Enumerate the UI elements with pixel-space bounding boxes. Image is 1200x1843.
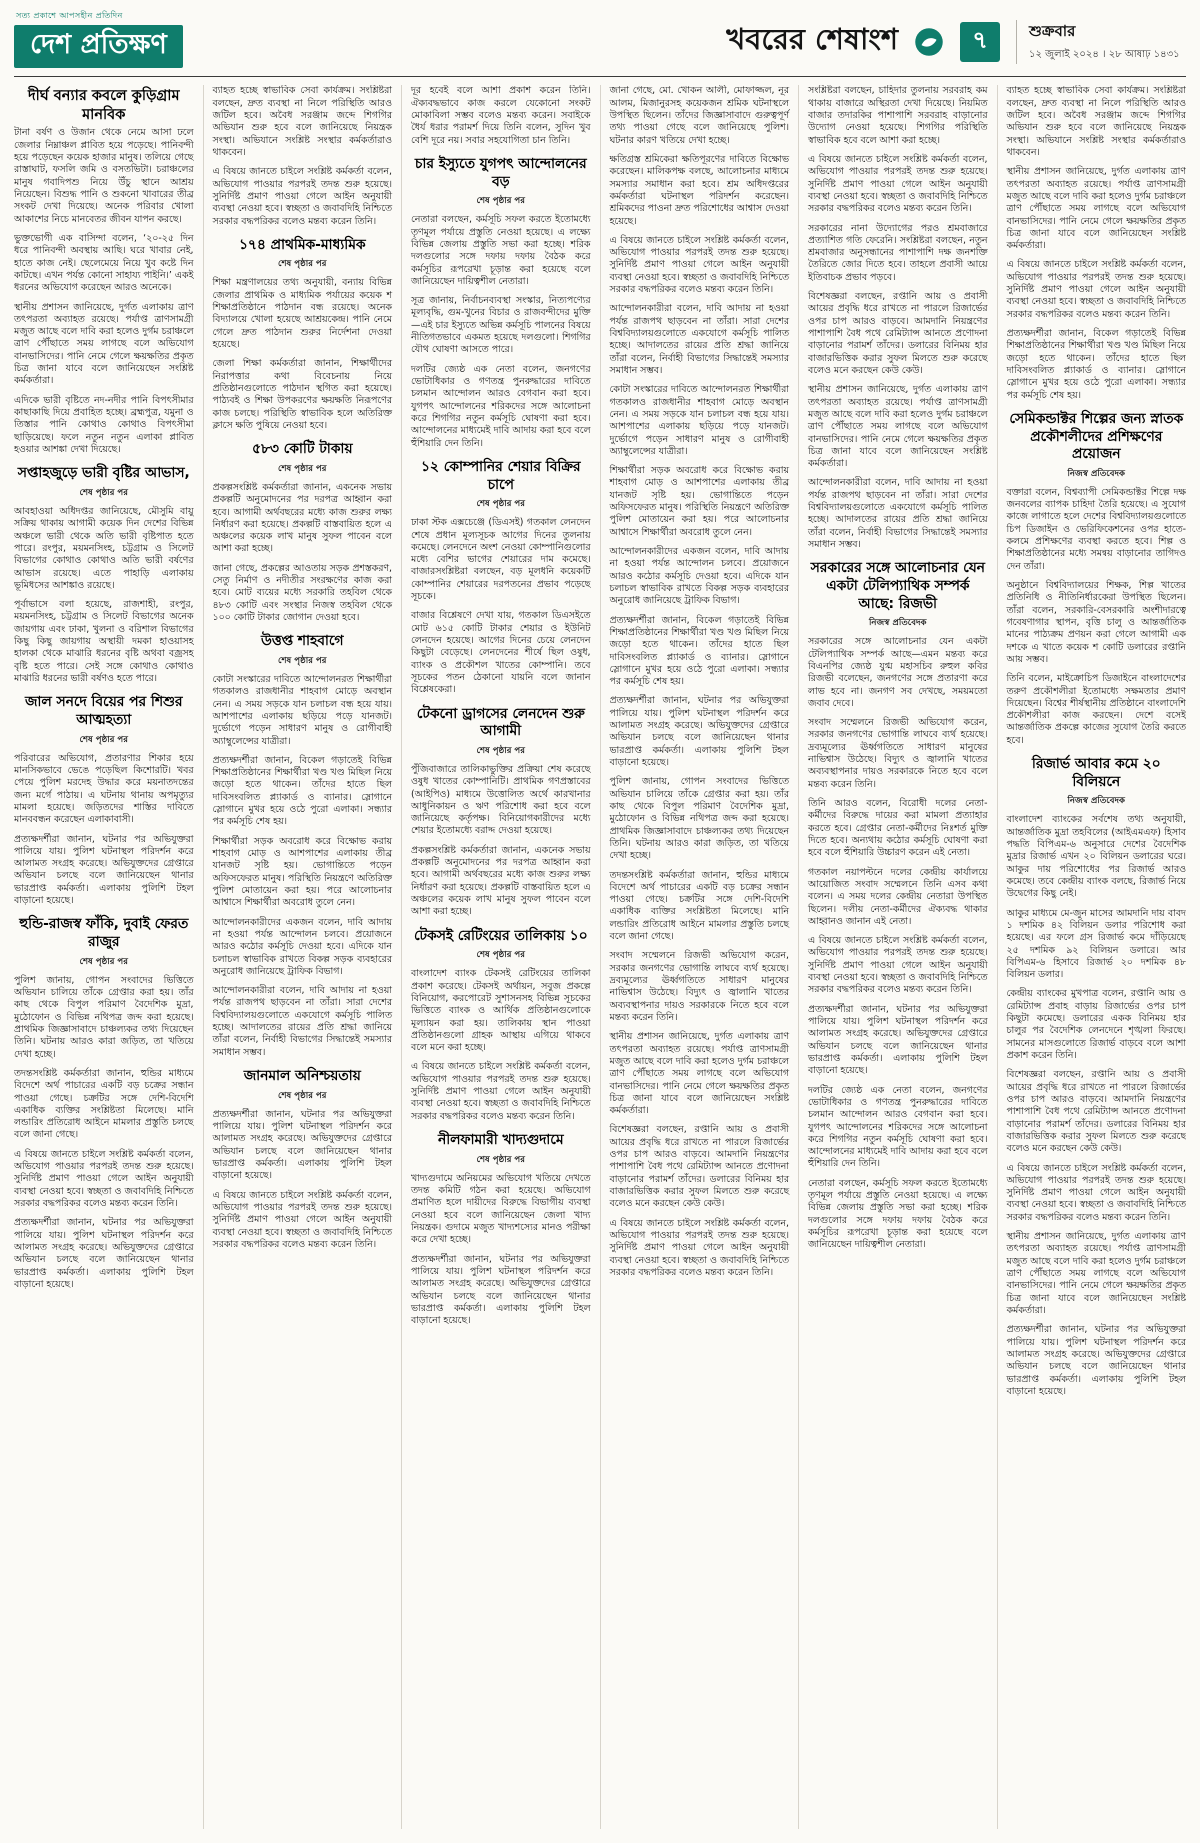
story-paragraph: এ বিষয়ে জানতে চাইলে সংশ্লিষ্ট কর্মকর্তা বলেন, অভিযোগ পাওয়ার পরপরই তদন্ত শুরু হয়েছে। সুনির্দিষ্ট প্রমাণ পাওয়া গেলে আইন অনুযায়ী ব্যবস্থা নেওয়া হবে। স্বচ্ছতা ও জবাবদিহি নিশ্চিতে সরকার বদ্ধপরিকর বলেও মন্তব্য করেন তিনি।: [808, 935, 988, 996]
story-paragraph: টানা বর্ষণ ও উজান থেকে নেমে আসা ঢলে জেলার নিম্নাঞ্চল প্লাবিত হয়ে পড়েছে। পানিবন্দী হয়ে পড়েছেন কয়েক হাজার মানুষ। তলিয়ে গেছে রাস্তাঘাট, ফসলি জমি ও বসতভিটা। চরাঞ্চলের মানুষ গবাদিপশু নিয়ে উঁচু স্থানে আশ্রয় নিয়েছেন। বিশুদ্ধ পানি ও শুকনো খাবারের তীব্র সংকট দেখা দিয়েছে। অনেক পরিবার খোলা আকাশের নিচে মানবেতর জীবন যাপন করছে।: [14, 127, 194, 225]
story-paragraph: প্রত্যক্ষদর্শীরা জানান, বিকেল গড়াতেই বিভিন্ন শিক্ষাপ্রতিষ্ঠানের শিক্ষার্থীরা খণ্ড খণ্ড মিছিল নিয়ে জড়ো হতে থাকেন। তাঁদের হাতে ছিল দাবিসংবলিত প্ল্যাকার্ড ও ব্যানার। স্লোগানে স্লোগানে মুখর হয়ে ওঠে পুরো এলাকা। সন্ধ্যার পর কর্মসূচি শেষ হয়।: [609, 614, 789, 688]
page-number: ৭: [960, 22, 1000, 62]
story-kicker: শেষ পৃষ্ঠার পর: [277, 259, 327, 270]
story-kicker: শেষ পৃষ্ঠার পর: [476, 499, 525, 510]
story-paragraph: বিশেষজ্ঞরা বলছেন, রপ্তানি আয় ও প্রবাসী আয়ের প্রবৃদ্ধি ধরে রাখতে না পারলে রিজার্ভের ওপর চাপ আরও বাড়বে। আমদানি নিয়ন্ত্রণের পাশাপাশি বৈধ পথে রেমিট্যান্স আনতে প্রণোদনা বাড়ানোর পরামর্শ তাঁদের। ডলারের বিনিময় হার বাজারভিত্তিক করার সুফল মিলতে শুরু করেছে বলেও মনে করছেন কেউ কেউ।: [1006, 1069, 1186, 1155]
date-block: [1016, 20, 1186, 64]
news-column-4: [600, 85, 799, 1829]
story-paragraph: প্রত্যক্ষদর্শীরা জানান, ঘটনার পর অভিযুক্তরা পালিয়ে যায়। পুলিশ ঘটনাস্থল পরিদর্শন করে আলামত সংগ্রহ করেছে। অভিযুক্তদের গ্রেপ্তারে অভিযান চলছে বলে জানিয়েছেন থানার ভারপ্রাপ্ত কর্মকর্তা। এলাকায় পুলিশি টহল বাড়ানো হয়েছে।: [212, 1108, 392, 1182]
story-kicker: শেষ পৃষ্ঠার পর: [476, 196, 525, 207]
story-paragraph: জানা গেছে, প্রকল্পের আওতায় সড়ক প্রশস্তকরণ, সেতু নির্মাণ ও নদীতীর সংরক্ষণের কাজ করা হবে। মোট ব্যয়ের মধ্যে সরকারি তহবিল থেকে ৪৮৩ কোটি এবং সংস্থার নিজস্ব তহবিল থেকে ১০০ কোটি টাকার জোগান দেওয়া হবে।: [212, 562, 392, 624]
story-paragraph: স্থানীয় প্রশাসন জানিয়েছে, দুর্গত এলাকায় ত্রাণ তৎপরতা অব্যাহত রয়েছে। পর্যাপ্ত ত্রাণসামগ্রী মজুত আছে বলে দাবি করা হলেও দুর্গম চরাঞ্চলে ত্রাণ পৌঁছাতে সময় লাগছে বলে অভিযোগ বানভাসিদের। পানি নেমে গেলে ক্ষয়ক্ষতির প্রকৃত চিত্র জানা যাবে বলে জানিয়েছেন সংশ্লিষ্ট কর্মকর্তারা।: [609, 1031, 789, 1117]
story-paragraph: কেন্দ্রীয় ব্যাংকের মুখপাত্র বলেন, রপ্তানি আয় ও রেমিট্যান্স প্রবাহ বাড়ায় রিজার্ভের ওপর চাপ কিছুটা কমেছে। ডলারের একক বিনিময় হার চালুর পর বৈদেশিক লেনদেনে শৃঙ্খলা ফিরছে। সামনের মাসগুলোতে রিজার্ভ বাড়বে বলে আশা প্রকাশ করেন তিনি।: [1006, 988, 1186, 1062]
story-headline: হুন্ডি-রাজস্ব ফাঁকি, দুবাই ফেরত রাজুর: [19, 916, 189, 951]
story-paragraph: এ বিষয়ে জানতে চাইলে সংশ্লিষ্ট কর্মকর্তা বলেন, অভিযোগ পাওয়ার পরপরই তদন্ত শুরু হয়েছে। সুনির্দিষ্ট প্রমাণ পাওয়া গেলে আইন অনুযায়ী ব্যবস্থা নেওয়া হবে। স্বচ্ছতা ও জবাবদিহি নিশ্চিতে সরকার বদ্ধপরিকর বলেও মন্তব্য করেন তিনি।: [1006, 1162, 1186, 1223]
story-headline: জানমাল অনিশ্চয়তায়: [243, 1068, 361, 1085]
page-header: [14, 10, 1186, 77]
story-paragraph: বাংলাদেশ ব্যাংকের সর্বশেষ তথ্য অনুযায়ী, আন্তর্জাতিক মুদ্রা তহবিলের (আইএমএফ) হিসাব পদ্ধতি বিপিএম-৬ অনুসারে দেশের বৈদেশিক মুদ্রার রিজার্ভ এখন ২০ বিলিয়ন ডলারের ঘরে। আকুর দায় পরিশোধের পর রিজার্ভ আরও কমেছে। তবে কেন্দ্রীয় ব্যাংক বলছে, রিজার্ভ নিয়ে উদ্বেগের কিছু নেই।: [1006, 814, 1186, 900]
story-paragraph: সংবাদ সম্মেলনে রিজভী অভিযোগ করেন, সরকার জনগণের ভোগান্তি লাঘবে ব্যর্থ হয়েছে। দ্রব্যমূল্যের ঊর্ধ্বগতিতে সাধারণ মানুষের নাভিশ্বাস উঠেছে। বিদ্যুৎ ও জ্বালানি খাতের অব্যবস্থাপনার দায়ও সরকারকে নিতে হবে বলে মন্তব্য করেন তিনি।: [808, 717, 988, 790]
story-paragraph: এদিকে ভারী বৃষ্টিতে নদ-নদীর পানি বিপৎসীমার কাছাকাছি দিয়ে প্রবাহিত হচ্ছে। ব্রহ্মপুত্র, যমুনা ও তিস্তার পানি কোথাও কোথাও বিপৎসীমা ছাড়িয়েছে। ফলে নতুন নতুন এলাকা প্লাবিত হওয়ার আশঙ্কা দেখা দিয়েছে।: [14, 394, 194, 455]
story-paragraph: জানা গেছে, মো. খোকন আলী, মোফাজ্জল, নূর আলম, মিজানুরসহ কয়েকজন শ্রমিক ঘটনাস্থলে উপস্থিত ছিলেন। তাঁদের জিজ্ঞাসাবাদে গুরুত্বপূর্ণ তথ্য পাওয়া গেছে বলে জানিয়েছে পুলিশ। ঘটনার কারণ খতিয়ে দেখা হচ্ছে।: [609, 85, 789, 146]
story-paragraph: আন্দোলনকারীরা বলেন, দাবি আদায় না হওয়া পর্যন্ত রাজপথ ছাড়বেন না তাঁরা। সারা দেশের বিশ্ববিদ্যালয়গুলোতে একযোগে কর্মসূচি পালিত হচ্ছে। আদালতের রায়ের প্রতি শ্রদ্ধা জানিয়ে তাঁরা বলেন, নির্বাহী বিভাগের সিদ্ধান্তেই সমস্যার সমাধান সম্ভব।: [609, 303, 789, 376]
story-paragraph: স্থানীয় প্রশাসন জানিয়েছে, দুর্গত এলাকায় ত্রাণ তৎপরতা অব্যাহত রয়েছে। পর্যাপ্ত ত্রাণসামগ্রী মজুত আছে বলে দাবি করা হলেও দুর্গম চরাঞ্চলে ত্রাণ পৌঁছাতে সময় লাগছে বলে অভিযোগ বানভাসিদের। পানি নেমে গেলে ক্ষয়ক্ষতির প্রকৃত চিত্র জানা যাবে বলে জানিয়েছেন সংশ্লিষ্ট কর্মকর্তারা।: [1006, 1231, 1186, 1316]
story-paragraph: ব্যাহত হচ্ছে স্বাভাবিক সেবা কার্যক্রম। সংশ্লিষ্টরা বলছেন, দ্রুত ব্যবস্থা না নিলে পরিস্থিতি আরও জটিল হবে। অবৈধ সরঞ্জাম জব্দে শিগগির অভিযান শুরু হবে বলে জানিয়েছে নিয়ন্ত্রক সংস্থা। অভিযানে সংশ্লিষ্ট সংস্থার কর্মকর্তারাও থাকবেন।: [212, 85, 392, 158]
news-column-6: [997, 85, 1187, 1829]
story-paragraph: প্রত্যক্ষদর্শীরা জানান, ঘটনার পর অভিযুক্তরা পালিয়ে যায়। পুলিশ ঘটনাস্থল পরিদর্শন করে আলামত সংগ্রহ করেছে। অভিযুক্তদের গ্রেপ্তারে অভিযান চলছে বলে জানিয়েছেন থানার ভারপ্রাপ্ত কর্মকর্তা। এলাকায় পুলিশি টহল বাড়ানো হয়েছে।: [609, 695, 789, 769]
story-headline: জাল সনদে বিয়ের পর শিশুর আত্মহত্যা: [25, 694, 183, 728]
news-column-5: [798, 85, 997, 1829]
story-paragraph: প্রকল্পসংশ্লিষ্ট কর্মকর্তারা জানান, একনেক সভায় প্রকল্পটি অনুমোদনের পর দরপত্র আহ্বান করা হবে। আগামী অর্থবছরের মধ্যে কাজ শুরুর লক্ষ্য নির্ধারণ করা হয়েছে। প্রকল্পটি বাস্তবায়িত হলে এ অঞ্চলের কয়েক লাখ মানুষ সুফল পাবেন বলে আশা করা হচ্ছে।: [212, 481, 392, 555]
paper-emblem-icon: [914, 27, 944, 57]
story-headline: টেকনো ড্রাগসের লেনদেন শুরু আগামী: [416, 705, 585, 740]
story-paragraph: দলটির জ্যেষ্ঠ এক নেতা বলেন, জনগণের ভোটাধিকার ও গণতন্ত্র পুনরুদ্ধারের দাবিতে চলমান আন্দোলন আরও বেগবান করা হবে। যুগপৎ আন্দোলনের শরিকদের সঙ্গে আলোচনা করে শিগগির নতুন কর্মসূচি ঘোষণা করা হবে। আন্দোলনের মাধ্যমেই দাবি আদায় করা হবে বলে হুঁশিয়ারি দেন তিনি।: [411, 363, 591, 449]
story-headline: সপ্তাহজুড়ে ভারী বৃষ্টির আভাস,: [17, 465, 190, 482]
story-paragraph: আন্দোলনকারীদের একজন বলেন, দাবি আদায় না হওয়া পর্যন্ত আন্দোলন চলবে। প্রয়োজনে আরও কঠোর কর্মসূচি দেওয়া হবে। এদিকে যান চলাচল স্বাভাবিক রাখতে বিকল্প সড়ক ব্যবহারের অনুরোধ জানিয়েছে ট্রাফিক বিভাগ।: [212, 916, 392, 977]
story-kicker: শেষ পৃষ্ঠার পর: [277, 655, 327, 666]
masthead-logo: [14, 25, 183, 68]
story-paragraph: বাজার বিশ্লেষণে দেখা যায়, গতকাল ডিএসইতে মোট ৬১৫ কোটি টাকার শেয়ার ও ইউনিট লেনদেন হয়েছে। আগের দিনের চেয়ে লেনদেন কিছুটা বেড়েছে। লেনদেনের শীর্ষে ছিল ওষুধ, ব্যাংক ও প্রকৌশল খাতের কোম্পানি। তবে সূচকের পতন ঠেকানো যায়নি বলে জানান বিশ্লেষকেরা।: [411, 610, 591, 696]
story-paragraph: কোটা সংস্কারের দাবিতে আন্দোলনরত শিক্ষার্থীরা গতকালও রাজধানীর শাহবাগ মোড়ে অবস্থান নেন। এ সময় সড়কে যান চলাচল বন্ধ হয়ে যায়। আশপাশের এলাকায় ছড়িয়ে পড়ে যানজট। দুর্ভোগে পড়েন সাধারণ মানুষ ও রোগীবাহী অ্যাম্বুলেন্সের যাত্রীরা।: [212, 673, 392, 747]
story-paragraph: এ বিষয়ে জানতে চাইলে সংশ্লিষ্ট কর্মকর্তা বলেন, অভিযোগ পাওয়ার পরপরই তদন্ত শুরু হয়েছে। সুনির্দিষ্ট প্রমাণ পাওয়া গেলে আইন অনুযায়ী ব্যবস্থা নেওয়া হবে। স্বচ্ছতা ও জবাবদিহি নিশ্চিতে সরকার বদ্ধপরিকর বলেও মন্তব্য করেন তিনি।: [212, 166, 392, 227]
story-paragraph: ভুক্তভোগী এক বাসিন্দা বলেন, ‘২০-২৫ দিন ধরে পানিবন্দী অবস্থায় আছি। ঘরে খাবার নেই, হাতে কাজ নেই। ছেলেমেয়ে নিয়ে খুব কষ্টে দিন কাটছে। এখন পর্যন্ত কোনো সাহায্য পাইনি।’ একই ধরনের অভিযোগ করেছেন আরও অনেকে।: [14, 232, 194, 294]
story-paragraph: প্রকল্পসংশ্লিষ্ট কর্মকর্তারা জানান, একনেক সভায় প্রকল্পটি অনুমোদনের পর দরপত্র আহ্বান করা হবে। আগামী অর্থবছরের মধ্যে কাজ শুরুর লক্ষ্য নির্ধারণ করা হয়েছে। প্রকল্পটি বাস্তবায়িত হলে এ অঞ্চলের কয়েক লাখ মানুষ সুফল পাবেন বলে আশা করা হচ্ছে।: [411, 844, 591, 918]
news-column-3: [401, 85, 600, 1829]
story-paragraph: পরিবারের অভিযোগ, প্রতারণার শিকার হয়ে মানসিকভাবে ভেঙে পড়েছিল কিশোরটি। খবর পেয়ে পুলিশ মরদেহ উদ্ধার করে ময়নাতদন্তের জন্য মর্গে পাঠায়। এ ঘটনায় থানায় অপমৃত্যুর মামলা হয়েছে। জড়িতদের শাস্তির দাবিতে মানববন্ধন করেছেন এলাকাবাসী।: [14, 752, 194, 826]
story-paragraph: সংশ্লিষ্টরা বলছেন, চাহিদার তুলনায় সরবরাহ কম থাকায় বাজারে অস্থিরতা দেখা দিয়েছে। নিয়মিত বাজার তদারকির পাশাপাশি সরবরাহ বাড়ানোর উদ্যোগ নেওয়া হয়েছে। শিগগির পরিস্থিতি স্বাভাবিক হবে বলে আশা করা হচ্ছে।: [808, 85, 988, 146]
story-headline: দীর্ঘ বন্যার কবলে কুড়িগ্রাম মানবিক: [27, 88, 180, 123]
story-headline: চার ইস্যুতে যুগপৎ আন্দোলনের বড়: [414, 155, 587, 190]
story-kicker: শেষ পৃষ্ঠার পর: [476, 745, 525, 756]
story-paragraph: প্রত্যক্ষদর্শীরা জানান, ঘটনার পর অভিযুক্তরা পালিয়ে যায়। পুলিশ ঘটনাস্থল পরিদর্শন করে আলামত সংগ্রহ করেছে। অভিযুক্তদের গ্রেপ্তারে অভিযান চলছে বলে জানিয়েছেন থানার ভারপ্রাপ্ত কর্মকর্তা। এলাকায় পুলিশি টহল বাড়ানো হয়েছে।: [14, 1217, 194, 1290]
story-paragraph: তিনি আরও বলেন, বিরোধী দলের নেতা-কর্মীদের বিরুদ্ধে দায়ের করা মামলা প্রত্যাহার করতে হবে। গ্রেপ্তার নেতা-কর্মীদের নিঃশর্ত মুক্তি দিতে হবে। অন্যথায় কঠোর কর্মসূচি ঘোষণা করা হবে বলে হুঁশিয়ারি উচ্চারণ করেন এই নেতা।: [808, 798, 988, 859]
story-paragraph: সরকারের নানা উদ্যোগের পরও শ্রমবাজারে প্রত্যাশিত গতি ফেরেনি। সংশ্লিষ্টরা বলছেন, নতুন শ্রমবাজার অনুসন্ধানের পাশাপাশি দক্ষ জনশক্তি তৈরিতে জোর দিতে হবে। তাহলে প্রবাসী আয়ে ইতিবাচক প্রভাব পড়বে।: [808, 222, 988, 283]
weekday-label: শুক্রবার: [1029, 21, 1076, 40]
masthead: [14, 10, 183, 68]
story-headline: সেমিকন্ডাক্টর শিল্পের জন্য স্নাতক প্রকৌশলীদের প্রশিক্ষণের প্রয়োজন: [1009, 410, 1184, 463]
story-paragraph: বিশেষজ্ঞরা বলছেন, রপ্তানি আয় ও প্রবাসী আয়ের প্রবৃদ্ধি ধরে রাখতে না পারলে রিজার্ভের ওপর চাপ আরও বাড়বে। আমদানি নিয়ন্ত্রণের পাশাপাশি বৈধ পথে রেমিট্যান্স আনতে প্রণোদনা বাড়ানোর পরামর্শ তাঁদের। ডলারের বিনিময় হার বাজারভিত্তিক করার সুফল মিলতে শুরু করেছে বলেও মনে করছেন কেউ কেউ।: [808, 291, 988, 376]
story-paragraph: এ বিষয়ে জানতে চাইলে সংশ্লিষ্ট কর্মকর্তা বলেন, অভিযোগ পাওয়ার পরপরই তদন্ত শুরু হয়েছে। সুনির্দিষ্ট প্রমাণ পাওয়া গেলে আইন অনুযায়ী ব্যবস্থা নেওয়া হবে। স্বচ্ছতা ও জবাবদিহি নিশ্চিতে সরকার বদ্ধপরিকর বলেও মন্তব্য করেন তিনি।: [609, 234, 789, 296]
story-paragraph: বাংলাদেশ ব্যাংক টেকসই রেটিংয়ের তালিকা প্রকাশ করেছে। টেকসই অর্থায়ন, সবুজ প্রকল্পে বিনিয়োগ, করপোরেট সুশাসনসহ বিভিন্ন সূচকের ভিত্তিতে ব্যাংক ও আর্থিক প্রতিষ্ঠানগুলোকে মূল্যায়ন করা হয়। তালিকায় স্থান পাওয়া প্রতিষ্ঠানগুলো গ্রাহক আস্থায় এগিয়ে থাকবে বলে মনে করা হচ্ছে।: [411, 968, 591, 1054]
story-headline: ১৭৪ প্রাথমিক-মাধ্যমিক: [238, 236, 366, 253]
story-paragraph: বিশেষজ্ঞরা বলছেন, রপ্তানি আয় ও প্রবাসী আয়ের প্রবৃদ্ধি ধরে রাখতে না পারলে রিজার্ভের ওপর চাপ আরও বাড়বে। আমদানি নিয়ন্ত্রণের পাশাপাশি বৈধ পথে রেমিট্যান্স আনতে প্রণোদনা বাড়ানোর পরামর্শ তাঁদের। ডলারের বিনিময় হার বাজারভিত্তিক করার সুফল মিলতে শুরু করেছে বলেও মনে করছেন কেউ কেউ।: [609, 1124, 789, 1210]
date-line: ১২ জুলাই ২০২৪ । ২৮ আষাঢ় ১৪৩১: [1029, 48, 1180, 60]
story-paragraph: প্রত্যক্ষদর্শীরা জানান, ঘটনার পর অভিযুক্তরা পালিয়ে যায়। পুলিশ ঘটনাস্থল পরিদর্শন করে আলামত সংগ্রহ করেছে। অভিযুক্তদের গ্রেপ্তারে অভিযান চলছে বলে জানিয়েছেন থানার ভারপ্রাপ্ত কর্মকর্তা। এলাকায় পুলিশি টহল বাড়ানো হয়েছে।: [411, 1253, 591, 1327]
story-paragraph: ব্যাহত হচ্ছে স্বাভাবিক সেবা কার্যক্রম। সংশ্লিষ্টরা বলছেন, দ্রুত ব্যবস্থা না নিলে পরিস্থিতি আরও জটিল হবে। অবৈধ সরঞ্জাম জব্দে শিগগির অভিযান শুরু হবে বলে জানিয়েছে নিয়ন্ত্রক সংস্থা। অভিযানে সংশ্লিষ্ট সংস্থার কর্মকর্তারাও থাকবেন।: [1006, 85, 1186, 158]
section-title: খবরের শেষাংশ: [726, 22, 898, 57]
story-paragraph: ক্ষতিগ্রস্ত শ্রমিকেরা ক্ষতিপূরণের দাবিতে বিক্ষোভ করেছেন। মালিকপক্ষ বলছে, আলোচনার মাধ্যমে সমস্যার সমাধান করা হবে। শ্রম অধিদপ্তরের কর্মকর্তারা ঘটনাস্থল পরিদর্শন করেছেন। শ্রমিকদের পাওনা দ্রুত পরিশোধের আশ্বাস দেওয়া হয়েছে।: [609, 153, 789, 227]
story-paragraph: প্রত্যক্ষদর্শীরা জানান, ঘটনার পর অভিযুক্তরা পালিয়ে যায়। পুলিশ ঘটনাস্থল পরিদর্শন করে আলামত সংগ্রহ করেছে। অভিযুক্তদের গ্রেপ্তারে অভিযান চলছে বলে জানিয়েছেন থানার ভারপ্রাপ্ত কর্মকর্তা। এলাকায় পুলিশি টহল বাড়ানো হয়েছে।: [14, 833, 194, 907]
story-paragraph: অনুষ্ঠানে বিশ্ববিদ্যালয়ের শিক্ষক, শিল্প খাতের প্রতিনিধি ও নীতিনির্ধারকেরা উপস্থিত ছিলেন। তাঁরা বলেন, সরকারি-বেসরকারি অংশীদারত্বে গবেষণাগার স্থাপন, বৃত্তি চালু ও আন্তর্জাতিক মানের পাঠ্যক্রম প্রণয়ন করা গেলে আগামী এক দশকে এ খাতে কয়েক শ কোটি ডলারের রপ্তানি আয় সম্ভব।: [1006, 580, 1186, 665]
story-paragraph: এ বিষয়ে জানতে চাইলে সংশ্লিষ্ট কর্মকর্তা বলেন, অভিযোগ পাওয়ার পরপরই তদন্ত শুরু হয়েছে। সুনির্দিষ্ট প্রমাণ পাওয়া গেলে আইন অনুযায়ী ব্যবস্থা নেওয়া হবে। স্বচ্ছতা ও জবাবদিহি নিশ্চিতে সরকার বদ্ধপরিকর বলেও মন্তব্য করেন তিনি।: [808, 153, 988, 215]
story-headline: উত্তপ্ত শাহবাগে: [261, 633, 344, 650]
story-paragraph: প্রত্যক্ষদর্শীরা জানান, বিকেল গড়াতেই বিভিন্ন শিক্ষাপ্রতিষ্ঠানের শিক্ষার্থীরা খণ্ড খণ্ড মিছিল নিয়ে জড়ো হতে থাকেন। তাঁদের হাতে ছিল দাবিসংবলিত প্ল্যাকার্ড ও ব্যানার। স্লোগানে স্লোগানে মুখর হয়ে ওঠে পুরো এলাকা। সন্ধ্যার পর কর্মসূচি শেষ হয়।: [212, 754, 392, 828]
story-kicker: শেষ পৃষ্ঠার পর: [277, 463, 327, 474]
story-paragraph: প্রত্যক্ষদর্শীরা জানান, ঘটনার পর অভিযুক্তরা পালিয়ে যায়। পুলিশ ঘটনাস্থল পরিদর্শন করে আলামত সংগ্রহ করেছে। অভিযুক্তদের গ্রেপ্তারে অভিযান চলছে বলে জানিয়েছেন থানার ভারপ্রাপ্ত কর্মকর্তা। এলাকায় পুলিশি টহল বাড়ানো হয়েছে।: [808, 1003, 988, 1077]
story-paragraph: স্থানীয় প্রশাসন জানিয়েছে, দুর্গত এলাকায় ত্রাণ তৎপরতা অব্যাহত রয়েছে। পর্যাপ্ত ত্রাণসামগ্রী মজুত আছে বলে দাবি করা হলেও দুর্গম চরাঞ্চলে ত্রাণ পৌঁছাতে সময় লাগছে বলে অভিযোগ বানভাসিদের। পানি নেমে গেলে ক্ষয়ক্ষতির প্রকৃত চিত্র জানা যাবে বলে জানিয়েছেন সংশ্লিষ্ট কর্মকর্তারা।: [808, 384, 988, 470]
news-column-1: [14, 85, 203, 1829]
story-paragraph: তদন্তসংশ্লিষ্ট কর্মকর্তারা জানান, হুন্ডির মাধ্যমে বিদেশে অর্থ পাচারের একটি বড় চক্রের সন্ধান পাওয়া গেছে। চক্রটির সঙ্গে দেশি-বিদেশি একাধিক ব্যক্তির সংশ্লিষ্টতা মিলেছে। মানি লন্ডারিং প্রতিরোধ আইনে মামলার প্রস্তুতি চলছে বলে জানা গেছে।: [609, 869, 789, 943]
story-paragraph: শিক্ষার্থীরা সড়ক অবরোধ করে বিক্ষোভ করায় শাহবাগ মোড় ও আশপাশের এলাকায় তীব্র যানজট সৃষ্টি হয়। ভোগান্তিতে পড়েন অফিসফেরত মানুষ। পরিস্থিতি নিয়ন্ত্রণে অতিরিক্ত পুলিশ মোতায়েন করা হয়। পরে আলোচনার আশ্বাসে শিক্ষার্থীরা অবরোধ তুলে নেন।: [212, 835, 392, 909]
story-paragraph: স্থানীয় প্রশাসন জানিয়েছে, দুর্গত এলাকায় ত্রাণ তৎপরতা অব্যাহত রয়েছে। পর্যাপ্ত ত্রাণসামগ্রী মজুত আছে বলে দাবি করা হলেও দুর্গম চরাঞ্চলে ত্রাণ পৌঁছাতে সময় লাগছে বলে অভিযোগ বানভাসিদের। পানি নেমে গেলে ক্ষয়ক্ষতির প্রকৃত চিত্র জানা যাবে বলে জানিয়েছেন সংশ্লিষ্ট কর্মকর্তারা।: [1006, 166, 1186, 252]
story-paragraph: আকুর মাধ্যমে মে-জুন মাসের আমদানি দায় বাবদ ১ দশমিক ৪২ বিলিয়ন ডলার পরিশোধ করা হয়েছে। এর ফলে গ্রস রিজার্ভ কমে দাঁড়িয়েছে ২৫ দশমিক ৯২ বিলিয়ন ডলারে। আর বিপিএম-৬ হিসাবে রিজার্ভ ২০ দশমিক ৪৮ বিলিয়ন ডলার।: [1006, 907, 1186, 981]
story-paragraph: জেলা শিক্ষা কর্মকর্তারা জানান, শিক্ষার্থীদের নিরাপত্তার কথা বিবেচনায় নিয়ে প্রতিষ্ঠানগুলোতে পাঠদান স্থগিত করা হয়েছে। পাঠ্যবই ও শিক্ষা উপকরণের ক্ষয়ক্ষতি নিরূপণের কাজ চলছে। পরিস্থিতি স্বাভাবিক হলে অতিরিক্ত ক্লাসে ক্ষতি পুষিয়ে নেওয়া হবে।: [212, 358, 392, 431]
story-paragraph: আবহাওয়া অধিদপ্তর জানিয়েছে, মৌসুমি বায়ু সক্রিয় থাকায় আগামী কয়েক দিন দেশের বিভিন্ন অঞ্চলে ভারী থেকে অতি ভারী বৃষ্টিপাত হতে পারে। রংপুর, ময়মনসিংহ, চট্টগ্রাম ও সিলেট বিভাগের কোথাও কোথাও অতি ভারী বর্ষণের আভাস রয়েছে। এতে পাহাড়ি এলাকায় ভূমিধসের আশঙ্কাও রয়েছে।: [14, 505, 194, 591]
story-headline: ১২ কোম্পানির শেয়ার বিক্রির চাপে: [420, 458, 581, 493]
story-paragraph: তিনি বলেন, মাইক্রোচিপ ডিজাইনে বাংলাদেশের তরুণ প্রকৌশলীরা ইতোমধ্যে সক্ষমতার প্রমাণ দিয়েছেন। বিশ্বের শীর্ষস্থানীয় প্রতিষ্ঠানে বাংলাদেশি প্রকৌশলীরা কাজ করছেন। দেশে বসেই আন্তর্জাতিক প্রকল্পে কাজের সুযোগ তৈরি করতে হবে।: [1006, 673, 1186, 746]
story-paragraph: স্থানীয় প্রশাসন জানিয়েছে, দুর্গত এলাকায় ত্রাণ তৎপরতা অব্যাহত রয়েছে। পর্যাপ্ত ত্রাণসামগ্রী মজুত আছে বলে দাবি করা হলেও দুর্গম চরাঞ্চলে ত্রাণ পৌঁছাতে সময় লাগছে বলে অভিযোগ বানভাসিদের। পানি নেমে গেলে ক্ষয়ক্ষতির প্রকৃত চিত্র জানা যাবে বলে জানিয়েছেন সংশ্লিষ্ট কর্মকর্তারা।: [14, 301, 194, 387]
header-right: [726, 17, 1186, 68]
story-paragraph: সংবাদ সম্মেলনে রিজভী অভিযোগ করেন, সরকার জনগণের ভোগান্তি লাঘবে ব্যর্থ হয়েছে। দ্রব্যমূল্যের ঊর্ধ্বগতিতে সাধারণ মানুষের নাভিশ্বাস উঠেছে। বিদ্যুৎ ও জ্বালানি খাতের অব্যবস্থাপনার দায়ও সরকারকে নিতে হবে বলে মন্তব্য করেন তিনি।: [609, 950, 789, 1023]
masthead-tagline: সত্য প্রকাশে আপসহীন প্রতিদিন: [16, 11, 123, 20]
content-columns: [14, 85, 1186, 1829]
story-paragraph: শিক্ষা মন্ত্রণালয়ের তথ্য অনুযায়ী, বন্যায় বিভিন্ন জেলার প্রাথমিক ও মাধ্যমিক পর্যায়ের কয়েক শ শিক্ষাপ্রতিষ্ঠানে পাঠদান বন্ধ রয়েছে। অনেক বিদ্যালয়ে খোলা হয়েছে আশ্রয়কেন্দ্র। পানি নেমে গেলে দ্রুত পাঠদান শুরুর নির্দেশনা দেওয়া হয়েছে।: [212, 277, 392, 351]
story-paragraph: এ বিষয়ে জানতে চাইলে সংশ্লিষ্ট কর্মকর্তা বলেন, অভিযোগ পাওয়ার পরপরই তদন্ত শুরু হয়েছে। সুনির্দিষ্ট প্রমাণ পাওয়া গেলে আইন অনুযায়ী ব্যবস্থা নেওয়া হবে। স্বচ্ছতা ও জবাবদিহি নিশ্চিতে সরকার বদ্ধপরিকর বলেও মন্তব্য করেন তিনি।: [609, 1217, 789, 1278]
story-paragraph: সূত্র জানায়, নির্বাচনব্যবস্থা সংস্কার, নিত্যপণ্যের মূল্যবৃদ্ধি, গুম-খুনের বিচার ও রাজবন্দীদের মুক্তি—এই চার ইস্যুতে অভিন্ন কর্মসূচি পালনের বিষয়ে নীতিগতভাবে একমত হয়েছে দলগুলো। শিগগির যৌথ ঘোষণা আসতে পারে।: [411, 295, 591, 356]
story-paragraph: এ বিষয়ে জানতে চাইলে সংশ্লিষ্ট কর্মকর্তা বলেন, অভিযোগ পাওয়ার পরপরই তদন্ত শুরু হয়েছে। সুনির্দিষ্ট প্রমাণ পাওয়া গেলে আইন অনুযায়ী ব্যবস্থা নেওয়া হবে। স্বচ্ছতা ও জবাবদিহি নিশ্চিতে সরকার বদ্ধপরিকর বলেও মন্তব্য করেন তিনি।: [212, 1189, 392, 1250]
story-paragraph: পুলিশ জানায়, গোপন সংবাদের ভিত্তিতে অভিযান চালিয়ে তাঁকে গ্রেপ্তার করা হয়। তাঁর কাছ থেকে বিপুল পরিমাণ বৈদেশিক মুদ্রা, মুঠোফোন ও বিভিন্ন নথিপত্র জব্দ করা হয়েছে। প্রাথমিক জিজ্ঞাসাবাদে চাঞ্চল্যকর তথ্য দিয়েছেন তিনি। ঘটনায় আরও কারা জড়িত, তা খতিয়ে দেখা হচ্ছে।: [14, 974, 194, 1060]
story-kicker: শেষ পৃষ্ঠার পর: [277, 1090, 327, 1101]
story-paragraph: বক্তারা বলেন, বিশ্বব্যাপী সেমিকন্ডাক্টর শিল্পে দক্ষ জনবলের ব্যাপক চাহিদা তৈরি হয়েছে। এ সুযোগ কাজে লাগাতে হলে দেশের বিশ্ববিদ্যালয়গুলোতে চিপ ডিজাইন ও ভেরিফিকেশনের ওপর হাতে-কলমে প্রশিক্ষণের ব্যবস্থা করতে হবে। শিল্প ও শিক্ষাপ্রতিষ্ঠানের মধ্যে সমন্বয় বাড়ানোর তাগিদও দেন তাঁরা।: [1006, 486, 1186, 572]
story-paragraph: তদন্তসংশ্লিষ্ট কর্মকর্তারা জানান, হুন্ডির মাধ্যমে বিদেশে অর্থ পাচারের একটি বড় চক্রের সন্ধান পাওয়া গেছে। চক্রটির সঙ্গে দেশি-বিদেশি একাধিক ব্যক্তির সংশ্লিষ্টতা মিলেছে। মানি লন্ডারিং প্রতিরোধ আইনে মামলার প্রস্তুতি চলছে বলে জানা গেছে।: [14, 1067, 194, 1141]
story-headline: নীলফামারী খাদ্যগুদামে: [437, 1132, 564, 1149]
story-kicker: শেষ পৃষ্ঠার পর: [476, 950, 525, 961]
story-paragraph: আন্দোলনকারীরা বলেন, দাবি আদায় না হওয়া পর্যন্ত রাজপথ ছাড়বেন না তাঁরা। সারা দেশের বিশ্ববিদ্যালয়গুলোতে একযোগে কর্মসূচি পালিত হচ্ছে। আদালতের রায়ের প্রতি শ্রদ্ধা জানিয়ে তাঁরা বলেন, নির্বাহী বিভাগের সিদ্ধান্তেই সমস্যার সমাধান সম্ভব।: [808, 477, 988, 551]
story-headline: টেকসই রেটিংয়ের তালিকায় ১০: [413, 927, 588, 944]
story-paragraph: প্রত্যক্ষদর্শীরা জানান, বিকেল গড়াতেই বিভিন্ন শিক্ষাপ্রতিষ্ঠানের শিক্ষার্থীরা খণ্ড খণ্ড মিছিল নিয়ে জড়ো হতে থাকেন। তাঁদের হাতে ছিল দাবিসংবলিত প্ল্যাকার্ড ও ব্যানার। স্লোগানে স্লোগানে মুখর হয়ে ওঠে পুরো এলাকা। সন্ধ্যার পর কর্মসূচি শেষ হয়।: [1006, 328, 1186, 401]
story-kicker: নিজস্ব প্রতিবেদক: [868, 618, 927, 629]
news-column-2: [203, 85, 402, 1829]
story-paragraph: নেতারা বলছেন, কর্মসূচি সফল করতে ইতোমধ্যে তৃণমূল পর্যায়ে প্রস্তুতি নেওয়া হয়েছে। এ লক্ষ্যে বিভিন্ন জেলায় প্রস্তুতি সভা করা হচ্ছে। শরিক দলগুলোর সঙ্গে দফায় দফায় বৈঠক করে কর্মসূচির রূপরেখা চূড়ান্ত করা হয়েছে বলে জানিয়েছেন দায়িত্বশীল নেতারা।: [411, 214, 591, 287]
story-paragraph: কোটা সংস্কারের দাবিতে আন্দোলনরত শিক্ষার্থীরা গতকালও রাজধানীর শাহবাগ মোড়ে অবস্থান নেন। এ সময় সড়কে যান চলাচল বন্ধ হয়ে যায়। আশপাশের এলাকায় ছড়িয়ে পড়ে যানজট। দুর্ভোগে পড়েন সাধারণ মানুষ ও রোগীবাহী অ্যাম্বুলেন্সের যাত্রীরা।: [609, 384, 789, 457]
story-paragraph: গতকাল নয়াপল্টনে দলের কেন্দ্রীয় কার্যালয়ে আয়োজিত সংবাদ সম্মেলনে তিনি এসব কথা বলেন। এ সময় দলের কেন্দ্রীয় নেতারা উপস্থিত ছিলেন। দলীয় নেতা-কর্মীদের ঐক্যবদ্ধ থাকার আহ্বানও জানান এই নেতা।: [808, 866, 988, 927]
story-kicker: শেষ পৃষ্ঠার পর: [79, 487, 128, 498]
story-headline: ৫৮৩ কোটি টাকায়: [252, 441, 353, 458]
story-paragraph: দলটির জ্যেষ্ঠ এক নেতা বলেন, জনগণের ভোটাধিকার ও গণতন্ত্র পুনরুদ্ধারের দাবিতে চলমান আন্দোলন আরও বেগবান করা হবে। যুগপৎ আন্দোলনের শরিকদের সঙ্গে আলোচনা করে শিগগির নতুন কর্মসূচি ঘোষণা করা হবে। আন্দোলনের মাধ্যমেই দাবি আদায় করা হবে বলে হুঁশিয়ারি দেন তিনি।: [808, 1084, 988, 1170]
story-paragraph: সরকারের সঙ্গে আলোচনার যেন একটা টেলিপ্যাথিক সম্পর্ক আছে—এমন মন্তব্য করে বিএনপির জ্যেষ্ঠ যুগ্ম মহাসচিব রুহুল কবির রিজভী বলেছেন, জনগণের সঙ্গে প্রতারণা করে লাভ হবে না। জনগণ সব দেখছে, সময়মতো জবাব দেবে।: [808, 636, 988, 709]
story-kicker: শেষ পৃষ্ঠার পর: [79, 734, 128, 745]
story-paragraph: নেতারা বলছেন, কর্মসূচি সফল করতে ইতোমধ্যে তৃণমূল পর্যায়ে প্রস্তুতি নেওয়া হয়েছে। এ লক্ষ্যে বিভিন্ন জেলায় প্রস্তুতি সভা করা হচ্ছে। শরিক দলগুলোর সঙ্গে দফায় দফায় বৈঠক করে কর্মসূচির রূপরেখা চূড়ান্ত করা হয়েছে বলে জানিয়েছেন দায়িত্বশীল নেতারা।: [808, 1177, 988, 1251]
story-paragraph: শিক্ষার্থীরা সড়ক অবরোধ করে বিক্ষোভ করায় শাহবাগ মোড় ও আশপাশের এলাকায় তীব্র যানজট সৃষ্টি হয়। ভোগান্তিতে পড়েন অফিসফেরত মানুষ। পরিস্থিতি নিয়ন্ত্রণে অতিরিক্ত পুলিশ মোতায়েন করা হয়। পরে আলোচনার আশ্বাসে শিক্ষার্থীরা অবরোধ তুলে নেন।: [609, 465, 789, 538]
story-kicker: নিজস্ব প্রতিবেদক: [1067, 796, 1126, 807]
story-paragraph: পুঁজিবাজারে তালিকাভুক্তির প্রক্রিয়া শেষ করেছে ওষুধ খাতের কোম্পানিটি। প্রাথমিক গণপ্রস্তাবের (আইপিও) মাধ্যমে উত্তোলিত অর্থে কারখানার আধুনিকায়ন ও ঋণ পরিশোধ করা হবে বলে জানিয়েছে কর্তৃপক্ষ। বিনিয়োগকারীদের মধ্যে শেয়ার ইতোমধ্যে বরাদ্দ দেওয়া হয়েছে।: [411, 763, 591, 837]
story-paragraph: পুলিশ জানায়, গোপন সংবাদের ভিত্তিতে অভিযান চালিয়ে তাঁকে গ্রেপ্তার করা হয়। তাঁর কাছ থেকে বিপুল পরিমাণ বৈদেশিক মুদ্রা, মুঠোফোন ও বিভিন্ন নথিপত্র জব্দ করা হয়েছে। প্রাথমিক জিজ্ঞাসাবাদে চাঞ্চল্যকর তথ্য দিয়েছেন তিনি। ঘটনায় আরও কারা জড়িত, তা খতিয়ে দেখা হচ্ছে।: [609, 776, 789, 862]
story-paragraph: এ বিষয়ে জানতে চাইলে সংশ্লিষ্ট কর্মকর্তা বলেন, অভিযোগ পাওয়ার পরপরই তদন্ত শুরু হয়েছে। সুনির্দিষ্ট প্রমাণ পাওয়া গেলে আইন অনুযায়ী ব্যবস্থা নেওয়া হবে। স্বচ্ছতা ও জবাবদিহি নিশ্চিতে সরকার বদ্ধপরিকর বলেও মন্তব্য করেন তিনি।: [1006, 259, 1186, 320]
story-paragraph: দূর হবেই বলে আশা প্রকাশ করেন তিনি। ঐক্যবদ্ধভাবে কাজ করলে যেকোনো সংকট মোকাবিলা সম্ভব বলেও মন্তব্য করেন। সবাইকে ধৈর্য ধরার পরামর্শ দিয়ে তিনি বলেন, সুদিন খুব বেশি দূরে নয়। সবার সহযোগিতা চান তিনি।: [411, 85, 591, 146]
story-headline: সরকারের সঙ্গে আলোচনার যেন একটা টেলিপ্যাথিক সম্পর্ক আছে: রিজভী: [810, 560, 985, 612]
story-kicker: নিজস্ব প্রতিবেদক: [1067, 468, 1126, 479]
story-paragraph: এ বিষয়ে জানতে চাইলে সংশ্লিষ্ট কর্মকর্তা বলেন, অভিযোগ পাওয়ার পরপরই তদন্ত শুরু হয়েছে। সুনির্দিষ্ট প্রমাণ পাওয়া গেলে আইন অনুযায়ী ব্যবস্থা নেওয়া হবে। স্বচ্ছতা ও জবাবদিহি নিশ্চিতে সরকার বদ্ধপরিকর বলেও মন্তব্য করেন তিনি।: [411, 1061, 591, 1122]
story-kicker: শেষ পৃষ্ঠার পর: [476, 1154, 525, 1165]
story-headline: রিজার্ভ আবার কমে ২০ বিলিয়নে: [1031, 756, 1161, 790]
masthead-title: দেশ প্রতিক্ষণ: [30, 29, 167, 60]
story-paragraph: ঢাকা স্টক এক্সচেঞ্জে (ডিএসই) গতকাল লেনদেন শেষে প্রধান মূল্যসূচক আগের দিনের তুলনায় কমেছে। লেনদেনে অংশ নেওয়া কোম্পানিগুলোর মধ্যে বেশির ভাগের শেয়ারের দাম কমেছে। বাজারসংশ্লিষ্টরা বলছেন, বড় মূলধনি কয়েকটি কোম্পানির শেয়ারের দরপতনের প্রভাব পড়েছে সূচকে।: [411, 517, 591, 603]
story-kicker: শেষ পৃষ্ঠার পর: [79, 956, 128, 967]
story-paragraph: পূর্বাভাসে বলা হয়েছে, রাজশাহী, রংপুর, ময়মনসিংহ, চট্টগ্রাম ও সিলেট বিভাগের অনেক জায়গায় এবং ঢাকা, খুলনা ও বরিশাল বিভাগের কিছু কিছু জায়গায় অস্থায়ী দমকা হাওয়াসহ হালকা থেকে মাঝারি ধরনের বৃষ্টি অথবা বজ্রসহ বৃষ্টি হতে পারে। সেই সঙ্গে কোথাও কোথাও মাঝারি ধরনের ভারী বর্ষণও হতে পারে।: [14, 599, 194, 685]
story-paragraph: আন্দোলনকারীদের একজন বলেন, দাবি আদায় না হওয়া পর্যন্ত আন্দোলন চলবে। প্রয়োজনে আরও কঠোর কর্মসূচি দেওয়া হবে। এদিকে যান চলাচল স্বাভাবিক রাখতে বিকল্প সড়ক ব্যবহারের অনুরোধ জানিয়েছে ট্রাফিক বিভাগ।: [609, 546, 789, 607]
story-paragraph: খাদ্যগুদামে অনিয়মের অভিযোগ খতিয়ে দেখতে তদন্ত কমিটি গঠন করা হয়েছে। অভিযোগ প্রমাণিত হলে দায়ীদের বিরুদ্ধে বিভাগীয় ব্যবস্থা নেওয়া হবে বলে জানিয়েছেন জেলা খাদ্য নিয়ন্ত্রক। গুদামে মজুত খাদ্যশস্যের মানও পরীক্ষা করে দেখা হচ্ছে।: [411, 1172, 591, 1246]
story-paragraph: আন্দোলনকারীরা বলেন, দাবি আদায় না হওয়া পর্যন্ত রাজপথ ছাড়বেন না তাঁরা। সারা দেশের বিশ্ববিদ্যালয়গুলোতে একযোগে কর্মসূচি পালিত হচ্ছে। আদালতের রায়ের প্রতি শ্রদ্ধা জানিয়ে তাঁরা বলেন, নির্বাহী বিভাগের সিদ্ধান্তেই সমস্যার সমাধান সম্ভব।: [212, 985, 392, 1058]
story-paragraph: এ বিষয়ে জানতে চাইলে সংশ্লিষ্ট কর্মকর্তা বলেন, অভিযোগ পাওয়ার পরপরই তদন্ত শুরু হয়েছে। সুনির্দিষ্ট প্রমাণ পাওয়া গেলে আইন অনুযায়ী ব্যবস্থা নেওয়া হবে। স্বচ্ছতা ও জবাবদিহি নিশ্চিতে সরকার বদ্ধপরিকর বলেও মন্তব্য করেন তিনি।: [14, 1148, 194, 1210]
story-paragraph: প্রত্যক্ষদর্শীরা জানান, ঘটনার পর অভিযুক্তরা পালিয়ে যায়। পুলিশ ঘটনাস্থল পরিদর্শন করে আলামত সংগ্রহ করেছে। অভিযুক্তদের গ্রেপ্তারে অভিযান চলছে বলে জানিয়েছেন থানার ভারপ্রাপ্ত কর্মকর্তা। এলাকায় পুলিশি টহল বাড়ানো হয়েছে।: [1006, 1324, 1186, 1397]
